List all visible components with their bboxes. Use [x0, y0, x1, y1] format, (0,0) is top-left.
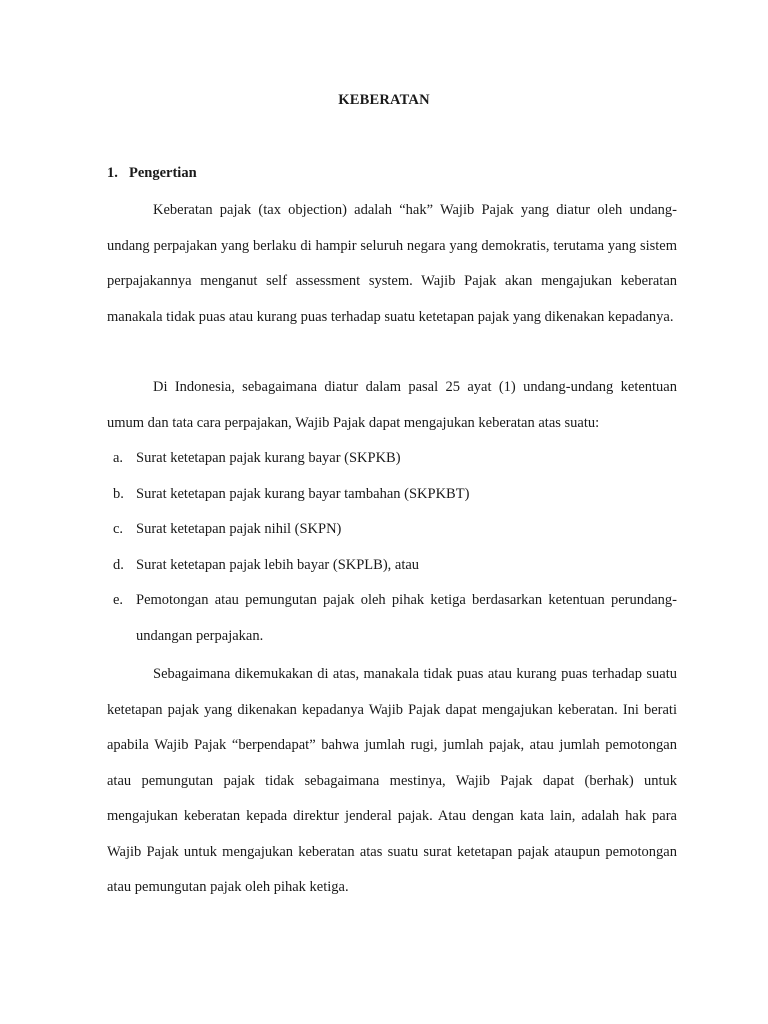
section-heading [107, 165, 197, 182]
document-title: KEBERATAN [338, 92, 430, 108]
list-marker: a. [113, 450, 124, 466]
list-marker: e. [113, 592, 124, 608]
paragraph-explanation: Sebagaimana dikemukakan di atas, manakala tidak puas atau kurang puas terhadap suatu ketetapan pajak yang dikenakan kepadanya Wajib Pajak dapat mengajukan keberatan. Ini berati apabila Wajib Pajak “berpendapat” bahwa jumlah rugi, jumlah pajak, atau jumlah pemotongan atau pemungutan pajak tidak sebagaimana mestinya, Wajib Pajak dapat (berhak) untuk mengajukan keberatan kepada direktur jenderal pajak. Atau dengan kata lain, adalah hak para Wajib Pajak untuk mengajukan keberatan atas suatu surat ketetapan pajak ataupun pemotongan atau pemungutan pajak oleh pihak ketiga. [107, 666, 677, 895]
list-item-text: Surat ketetapan pajak kurang bayar tambahan (SKPKBT) [136, 485, 470, 502]
list-item-text: Surat ketetapan pajak lebih bayar (SKPLB), atau [136, 556, 420, 573]
list-marker: d. [113, 556, 124, 573]
section-heading-text: Pengertian [129, 165, 197, 181]
paragraph-definition: Keberatan pajak (tax objection) adalah “hak” Wajib Pajak yang diatur oleh undang-undang perpajakan yang berlaku di hampir seluruh negara yang demokratis, terutama yang sistem perpajakannya menganut self assessment system. Wajib Pajak akan mengajukan keberatan manakala tidak puas atau kurang puas terhadap suatu ketetapan pajak yang dikenakan kepadanya. [107, 202, 677, 325]
list-item-text: Surat ketetapan pajak nihil (SKPN) [136, 521, 342, 537]
objection-list [107, 441, 677, 654]
list-marker: c. [113, 521, 124, 537]
list-item-text: Pemotongan atau pemungutan pajak oleh pihak ketiga berdasarkan ketentuan perundang-undangan perpajakan. [136, 592, 677, 644]
list-item [107, 477, 677, 513]
paragraph-indonesia-rule: Di Indonesia, sebagaimana diatur dalam pasal 25 ayat (1) undang-undang ketentuan umum dan tata cara perpajakan, Wajib Pajak dapat mengajukan keberatan atas suatu: [107, 379, 677, 431]
list-item [107, 548, 677, 584]
section-number: 1. [107, 165, 118, 181]
list-marker: b. [113, 485, 124, 502]
list-item-text: Surat ketetapan pajak kurang bayar (SKPKB) [136, 450, 401, 466]
list-item [107, 441, 677, 477]
list-item [107, 512, 677, 548]
list-item [107, 583, 677, 654]
